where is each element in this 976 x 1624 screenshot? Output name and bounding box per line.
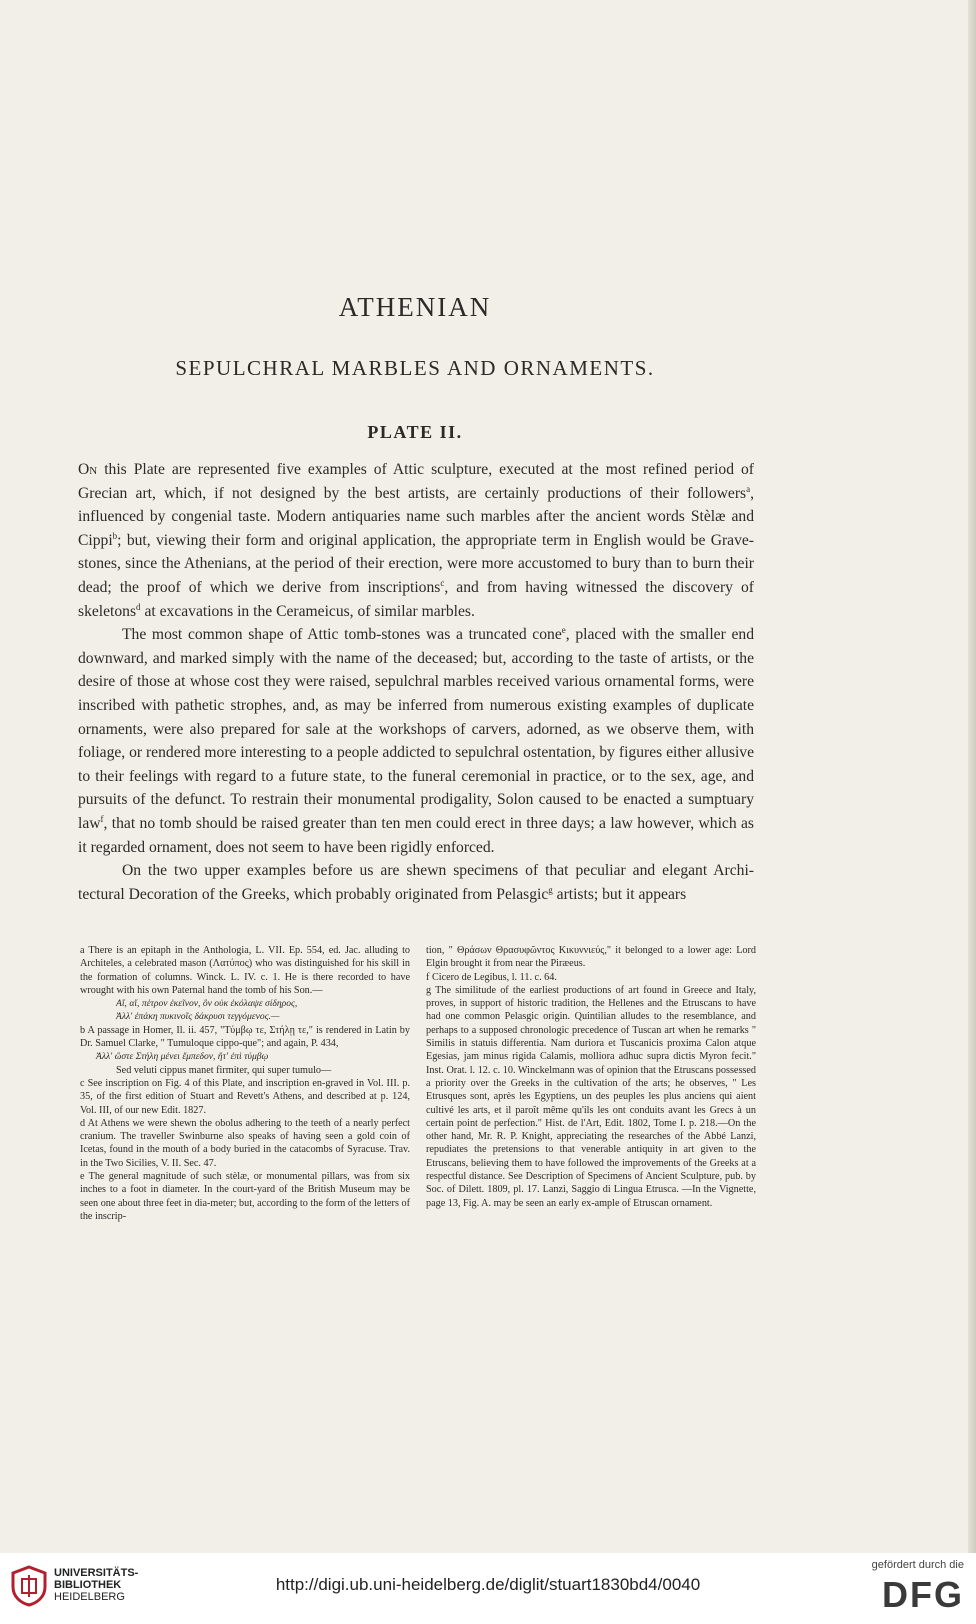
page-title: ATHENIAN: [338, 292, 492, 322]
viewer-footer: [0, 1553, 976, 1624]
footnote-ref: c: [440, 577, 445, 588]
greek-verse: Ἀλλ' ὥστε Στήλη μένει ἔμπεδον, ἥτ' ἐπὶ τύμβῳ: [96, 1051, 269, 1063]
funding-caption: gefördert durch die: [871, 1559, 964, 1571]
page-edge: [968, 0, 976, 1553]
text-run: ; but, viewing their form and original application, the appropriate term in English would be Grave-stones, since the Athenians, at the period of their erection, were more accustomed to bury than to burn their dead; the proof of which we derive from inscriptions: [78, 531, 754, 596]
permalink-url[interactable]: http://digi.ub.uni-heidelberg.de/diglit/stuart1830bd4/0040: [275, 1575, 701, 1594]
footnote-g: g The similitude of the earliest productions of art found in Greece and Italy, proves, in support of historic tradition, the Hellenes and the Etruscans to have had one common Pelasgic origin. Quintilian alludes to the resemblance, and perhaps to a supposed chronologic precedence of Tuscan art when he remarks " Similis in statuis differentia. Nam duriora et Tuscanicis proxima Calon atque Egesias, jam minus rigida Calamis, molliora adhuc supra dictis Myron fecit." Inst. Orat. l. 12. c. 10. Winckelmann was of opinion that the Etruscans possessed a priority over the Greeks in the cultivation of the arts; he observes, " Les Etrusques sont, après les Egyptiens, un des peuples les plus anciens qui aient cultivé les arts, et il paroît même qu'ils les ont conduits avant les Grecs à un certain point de perfection." Hist. de l'Art, Edit. 1802, Tome I. p. 218.—On the other hand, Mr. R. P. Knight, appreciating the researches of the Abbé Lanzi, repudiates the pretensions to that venerable antiquity in art given to the Etruscans, believing them to have followed the improvements of the Greeks at a respectful distance. See Description of Specimens of Ancient Sculpture, pub. by Soc. of Dilett. 1809, pl. 17. Lanzi, Saggio di Lingua Etrusca. —In the Vignette, page 13, Fig. A. may be seen an early ex-ample of Etruscan ornament.: [426, 984, 756, 1209]
logo-line: UNIVERSITÄTS-: [54, 1567, 139, 1579]
greek-verse: Αἴ, αἴ, πέτρον ἐκεῖνον, ὃν οὐκ ἐκόλαψε σίδηρος,: [116, 998, 298, 1010]
footnote-d: d At Athens we were shewn the obolus adhering to the teeth of a nearly perfect cranium. The traveller Swinburne also speaks of having seen a gold coin of Icetas, found in the mouth of a body buried in the catacombs of Syracuse. Trav. in the Two Sicilies, V. II. Sec. 47.: [80, 1117, 410, 1169]
footnote-e: e The general magnitude of such stèlæ, or monumental pillars, was from six inches to a foot in diameter. In the court-yard of the British Museum may be seen one about three feet in dia-meter; but, according to the form of the letters of the inscrip-: [80, 1171, 410, 1222]
footnote-b: b A passage in Homer, Il. ii. 457, "Τύμβῳ τε, Στήλῃ τε," is rendered in Latin by Dr. Samuel Clarke, " Tumuloque cippo-que"; and again, P. 434,: [80, 1024, 410, 1050]
paragraph-3: [78, 859, 754, 906]
text-run: artists; but it appears: [552, 885, 687, 903]
page-subtitle: SEPULCHRAL MARBLES AND ORNAMENTS.: [175, 356, 655, 380]
text-run: , and from having witnessed the discovery of skeletons: [78, 578, 755, 620]
footnotes-left-column: [80, 944, 410, 1223]
footnote-ref: g: [548, 884, 553, 895]
footnote-ref: e: [561, 624, 566, 635]
logo-line: HEIDELBERG: [54, 1591, 125, 1603]
greek-verse: Ἀλλ' ἐπάκη πυκινοῖς δάκρυσι τεγγόμενος.—: [116, 1011, 280, 1023]
footnote-f: f Cicero de Legibus, l. 11. c. 64.: [426, 971, 557, 983]
text-run: , placed with the smaller end downward, and marked simply with the name of the deceased; but, according to the taste of artists, or the desire of those at whose cost they were raised, sepulchral marbles received various ornamental forms, were inscribed with pathetic strophes, and, as may be inferred from numerous existing examples of duplicate ornaments, were also prepared for sale at the workshops of carvers, adorned, as we observe them, with foliage, or rendered more interesting to a people addicted to sepulchral ostentation, by figures either allusive to their feelings with regard to a future state, to the funeral ceremonial in practice, or to the sex, age, and pursuits of the defunct. To restrain their monumental prodigality, Solon caused to be enacted a sumptuary law: [78, 626, 754, 832]
latin-verse: Sed veluti cippus manet firmiter, qui super tumulo—: [116, 1064, 332, 1076]
footnote-ref: d: [136, 601, 141, 612]
footnote-a: a There is an epitaph in the Anthologia, L. VII. Ep. 554, ed. Jac. alluding to Architeles, a celebrated mason (Λατύπος) who was distinguished for his skill in the formation of columns. Winck. L. IV. c. 1. He is there recorded to have wrought with his own Paternal hand the tomb of his Son.—: [80, 945, 410, 996]
plate-heading: PLATE II.: [367, 422, 463, 442]
footnote-ref: a: [746, 483, 751, 494]
footnote-ref: b: [112, 530, 118, 541]
paragraph-2: [78, 623, 754, 859]
text-run: On the two upper examples before us are shewn specimens of that peculiar and elegant Archi-tectural Decoration of the Greeks, which probably originated from Pelasgic: [78, 862, 754, 903]
footnote-e-continued: tion, " Θράσων Θρασυφῶντος Κικυννιεύς," it belonged to a lower age: Lord Elgin brought it from near the Piræeus.: [426, 945, 756, 970]
main-text: [78, 458, 754, 906]
lead-word: On: [78, 461, 98, 478]
text-run: The most common shape of Attic tomb-stones was a truncated cone: [122, 626, 562, 644]
logo-line: BIBLIOTHEK: [54, 1579, 122, 1591]
footnote-ref: f: [100, 813, 104, 824]
footnotes-right-column: [426, 944, 756, 1210]
dfg-logo[interactable]: DFG: [882, 1574, 964, 1615]
paragraph-1: [78, 458, 754, 623]
text-run: , that no tomb should be raised greater than ten men could erect in three days; a law however, which as it regarded ornament, does not seem to have been rigidly enforced.: [78, 814, 754, 856]
text-run: this Plate are represented five examples of Attic sculpture, executed at the most refined period of Grecian art, which, if not designed by the best artists, are certainly productions of their followers: [78, 461, 754, 502]
footnote-c: c See inscription on Fig. 4 of this Plate, and inscription en-graved in Vol. III. p. 35, of the first edition of Stuart and Revett's Athens, and described at p. 124, Vol. III, of our new Edit. 1827.: [80, 1077, 410, 1116]
text-run: , influenced by congenial taste. Modern antiquaries name such marbles after the ancient words Stèlæ and Cippi: [78, 484, 754, 549]
text-run: at excavations in the Cerameicus, of similar marbles.: [140, 602, 475, 620]
